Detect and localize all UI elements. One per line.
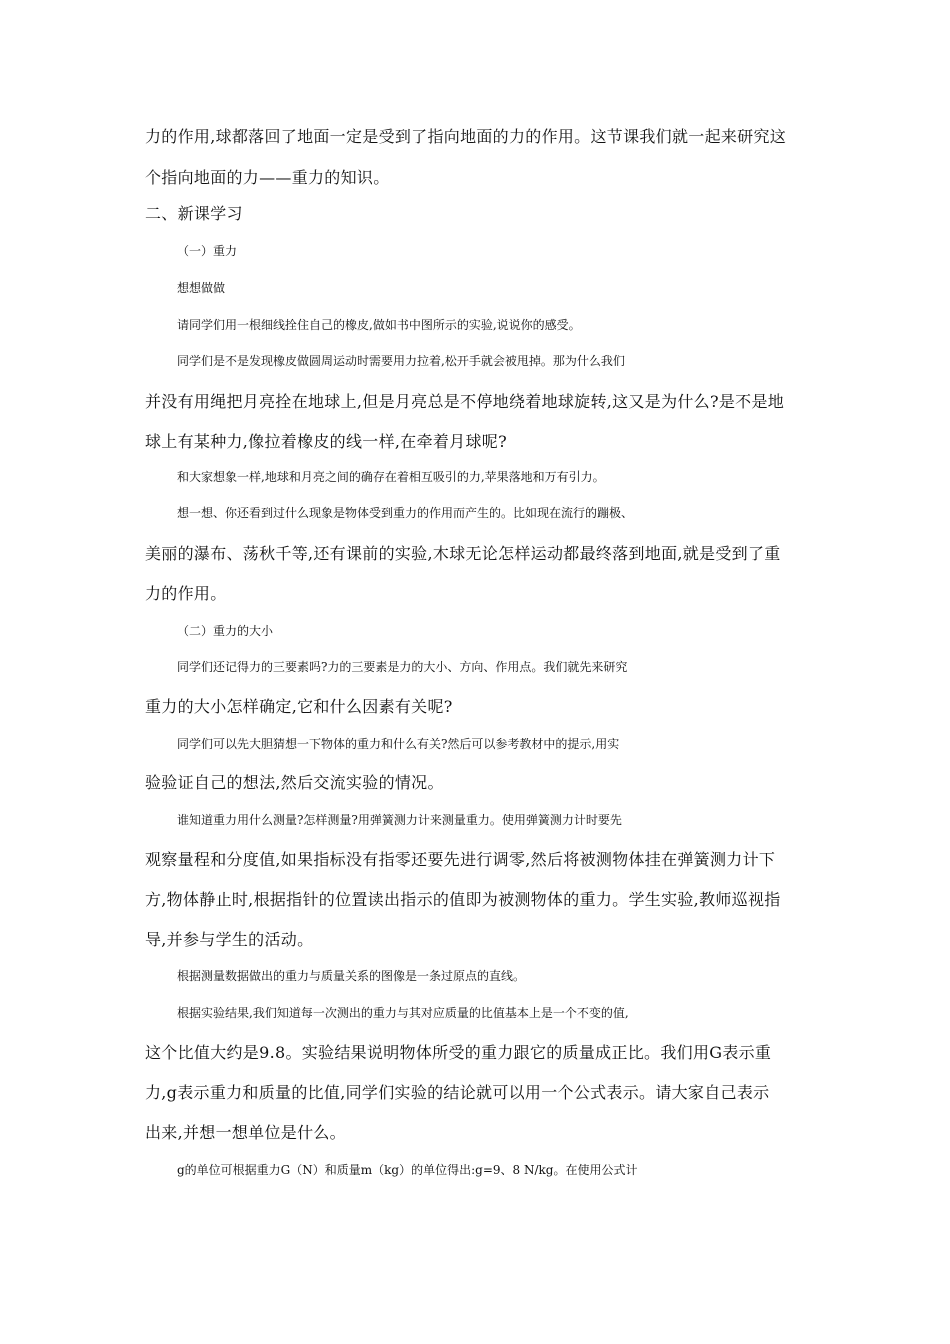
paragraph-line: 力的作用。 xyxy=(145,584,227,603)
paragraph-line: 根据实验结果,我们知道每一次测出的重力与其对应质量的比值基本上是一个不变的值, xyxy=(177,1006,629,1020)
paragraph-line: 导,并参与学生的活动。 xyxy=(145,930,314,949)
section-heading: 二、新课学习 xyxy=(145,204,243,223)
paragraph-line: 谁知道重力用什么测量?怎样测量?用弹簧测力计来测量重力。使用弹簧测力计时要先 xyxy=(177,813,622,827)
paragraph-line: 验验证自己的想法,然后交流实验的情况。 xyxy=(145,773,444,792)
activity-heading: 想想做做 xyxy=(177,281,226,295)
paragraph-line: 力的作用,球都落回了地面一定是受到了指向地面的力的作用。这节课我们就一起来研究这 xyxy=(145,127,787,146)
subsection-heading: （二）重力的大小 xyxy=(177,624,274,638)
paragraph-line: 并没有用绳把月亮拴在地球上,但是月亮总是不停地绕着地球旋转,这又是为什么?是不是地 xyxy=(145,392,785,411)
paragraph-line: 个指向地面的力——重力的知识。 xyxy=(145,168,390,187)
paragraph-line: 同学们还记得力的三要素吗?力的三要素是力的大小、方向、作用点。我们就先来研究 xyxy=(177,660,628,674)
paragraph-line: 出来,并想一想单位是什么。 xyxy=(145,1123,346,1142)
paragraph-line: 观察量程和分度值,如果指标没有指零还要先进行调零,然后将被测物体挂在弹簧测力计下 xyxy=(145,850,776,869)
paragraph-line: 方,物体静止时,根据指针的位置读出指示的值即为被测物体的重力。学生实验,教师巡视指 xyxy=(145,890,781,909)
paragraph-line: g的单位可根据重力G（N）和质量m（kg）的单位得出:g=9、8 N/kg。在使用公式计 xyxy=(177,1163,638,1177)
paragraph-line: 力,g表示重力和质量的比值,同学们实验的结论就可以用一个公式表示。请大家自己表示 xyxy=(145,1083,770,1102)
paragraph-line: 美丽的瀑布、荡秋千等,还有课前的实验,木球无论怎样运动都最终落到地面,就是受到了重 xyxy=(145,544,781,563)
paragraph-line: 同学们可以先大胆猜想一下物体的重力和什么有关?然后可以参考教材中的提示,用实 xyxy=(177,737,620,751)
paragraph-line: 请同学们用一根细线拴住自己的橡皮,做如书中图所示的实验,说说你的感受。 xyxy=(177,318,581,332)
subsection-heading: （一）重力 xyxy=(177,244,238,258)
paragraph-line: 根据测量数据做出的重力与质量关系的图像是一条过原点的直线。 xyxy=(177,969,526,983)
paragraph-line: 球上有某种力,像拉着橡皮的线一样,在牵着月球呢? xyxy=(145,432,507,451)
paragraph-line: 和大家想象一样,地球和月亮之间的确存在着相互吸引的力,苹果落地和万有引力。 xyxy=(177,470,605,484)
paragraph-line: 这个比值大约是9.8。实验结果说明物体所受的重力跟它的质量成正比。我们用G表示重 xyxy=(145,1043,772,1062)
paragraph-line: 同学们是不是发现橡皮做圆周运动时需要用力拉着,松开手就会被甩掉。那为什么我们 xyxy=(177,354,625,368)
paragraph-line: 重力的大小怎样确定,它和什么因素有关呢? xyxy=(145,697,453,716)
paragraph-line: 想一想、你还看到过什么现象是物体受到重力的作用而产生的。比如现在流行的蹦极、 xyxy=(177,506,634,520)
